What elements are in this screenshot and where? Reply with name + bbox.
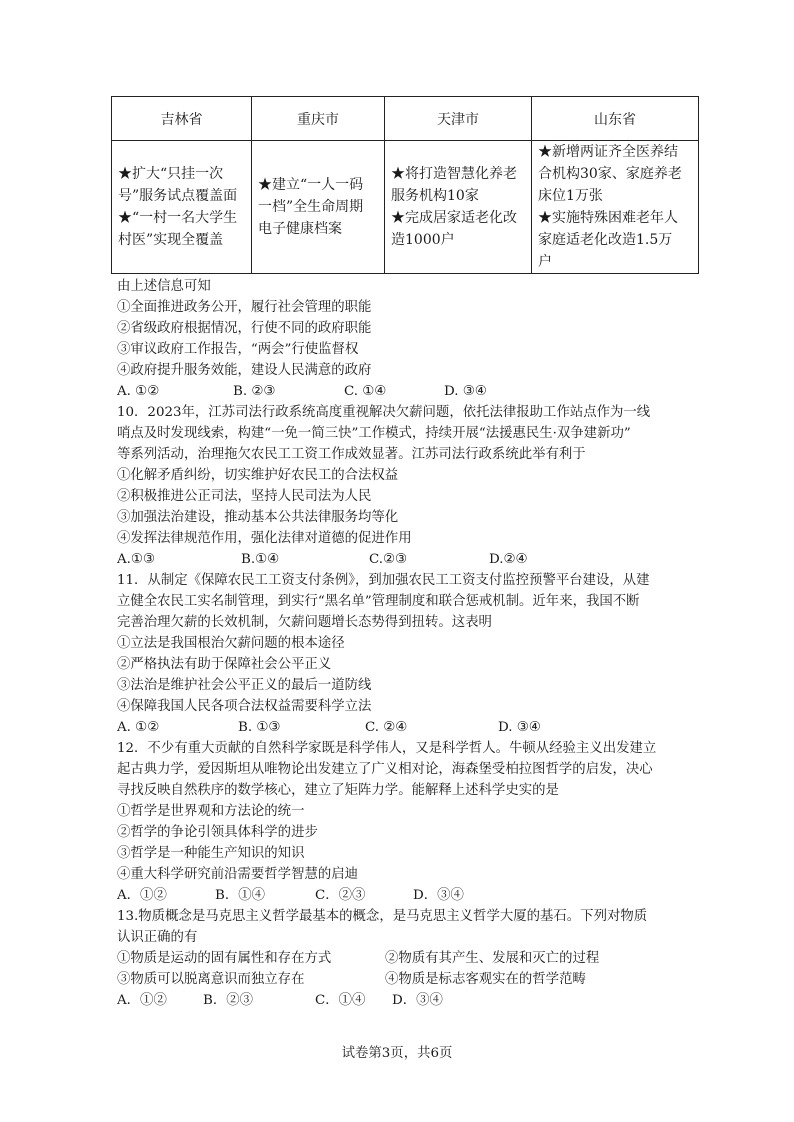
table-header-cell: 吉林省 [112, 97, 252, 141]
question-9 [117, 276, 702, 402]
question-13 [117, 906, 702, 1011]
answer-option[interactable]: A．①② [117, 888, 167, 903]
statement-item: ③物质可以脱离意识而独立存在 [117, 972, 305, 987]
statement-item: ③加强法治建设，推动基本公共法律服务均等化 [117, 510, 399, 525]
question-stem: 寻找反映自然秩序的数学核心，建立了矩阵力学。能解释上述科学史实的是 [117, 783, 559, 798]
cell-line: 户 [538, 254, 552, 270]
cell-line: ★扩大“只挂一次 [118, 166, 224, 182]
question-12 [117, 738, 702, 906]
question-stem: 12．不少有重大贡献的自然科学家既是科学伟人，又是科学哲人。牛顿从经验主义出发建立 [117, 741, 657, 756]
answer-options [117, 717, 702, 738]
answer-options [117, 990, 702, 1011]
statement-item: ①化解矛盾纠纷，切实维护好农民工的合法权益 [117, 468, 399, 483]
answer-option[interactable]: C．①④ [315, 993, 366, 1008]
answer-options [117, 549, 702, 570]
cell-line: ★“一村一名大学生 [118, 210, 238, 226]
cell-line: 合机构30家、家庭养老 [538, 166, 682, 182]
answer-option[interactable]: D. ③④ [444, 384, 487, 399]
cell-line: 村医”实现全覆盖 [118, 232, 224, 248]
answer-option[interactable]: A. ①② [117, 384, 160, 399]
question-stem: 完善治理欠薪的长效机制，欠薪问题增长态势得到扭转。这表明 [117, 615, 492, 630]
answer-option[interactable]: C.②③ [369, 552, 408, 567]
answer-option[interactable]: B．①④ [215, 888, 266, 903]
answer-option[interactable]: C．②③ [315, 888, 366, 903]
statement-item: ④发挥法律规范作用，强化法律对道德的促进作用 [117, 531, 412, 546]
cell-line: ★新增两证齐全医养结 [538, 144, 678, 160]
answer-option[interactable]: D.②④ [489, 552, 528, 567]
cell-line: 家庭适老化改造1.5万 [538, 232, 673, 248]
statement-item: ④重大科学研究前沿需要哲学智慧的启迪 [117, 867, 359, 882]
question-10 [117, 402, 702, 570]
answer-option[interactable]: B. ②③ [233, 384, 276, 399]
question-stem: 11．从制定《保障农民工工资支付条例》，到加强农民工工资支付监控预警平台建设，从建 [117, 573, 650, 588]
statement-item: ②省级政府根据情况，行使不同的政府职能 [117, 321, 372, 336]
statement-item: ③法治是维护社会公平正义的最后一道防线 [117, 678, 372, 693]
question-11 [117, 570, 702, 738]
statement-item: ②物质有其产生、发展和灭亡的过程 [385, 951, 600, 966]
page-footer: 试卷第3页，共6页 [341, 1046, 453, 1061]
questions-body [117, 276, 702, 1011]
statement-row [117, 969, 702, 990]
answer-options [117, 885, 702, 906]
answer-option[interactable]: A．①② [117, 993, 167, 1008]
answer-option[interactable]: D．③④ [413, 888, 464, 903]
cell-line: 床位1万张 [538, 188, 603, 204]
table-header-cell: 重庆市 [252, 97, 385, 141]
table-row [112, 141, 699, 274]
statement-item: ④物质是标志客观实在的哲学范畴 [385, 972, 586, 987]
cell-line: 号”服务试点覆盖面 [118, 188, 238, 204]
table-cell-jilin [112, 141, 252, 274]
statement-item: ③审议政府工作报告，“两会”行使监督权 [117, 342, 359, 357]
question-stem: 13.物质概念是马克思主义哲学最基本的概念，是马克思主义哲学大厦的基石。下列对物质 [117, 909, 648, 924]
statement-item: ②严格执法有助于保障社会公平正义 [117, 657, 332, 672]
answer-options [117, 381, 702, 402]
statement-item: ①全面推进政务公开，履行社会管理的职能 [117, 300, 372, 315]
table-header-row [112, 97, 699, 141]
question-stem: 哨点及时发现线索，构建“一免一简三快”工作模式，持续开展“法援惠民生·双争建新功” [117, 426, 631, 441]
answer-option[interactable]: A. ①② [117, 720, 160, 735]
table-header-cell: 天津市 [385, 97, 532, 141]
table-header-cell: 山东省 [532, 97, 699, 141]
question-stem: 等系列活动，治理拖欠农民工工资工作成效显著。江苏司法行政系统此举有利于 [117, 447, 586, 462]
cell-line: 造1000户 [391, 232, 455, 248]
statement-row [117, 948, 702, 969]
cell-line: ★将打造智慧化养老 [391, 166, 517, 182]
statement-item: ②哲学的争论引领具体科学的进步 [117, 825, 318, 840]
question-stem: 10．2023年，江苏司法行政系统高度重视解决欠薪问题，依托法律报助工作站点作为一线 [117, 405, 651, 420]
statement-item: ①立法是我国根治欠薪问题的根本途径 [117, 636, 345, 651]
answer-option[interactable]: A.①③ [117, 552, 155, 567]
question-stem: 起古典力学，爱因斯坦从唯物论出发建立了广义相对论，海森堡受柏拉图哲学的启发，决心 [117, 762, 653, 777]
cell-line: 一档”全生命周期 [258, 199, 364, 215]
table-cell-chongqing [252, 141, 385, 274]
question-stem: 认识正确的有 [117, 930, 198, 945]
statement-item: ②积极推进公正司法，坚持人民司法为人民 [117, 489, 372, 504]
cell-line: 服务机构10家 [391, 188, 479, 204]
cell-line: 电子健康档案 [258, 221, 342, 237]
answer-option[interactable]: C. ①④ [344, 384, 387, 399]
cell-line: ★完成居家适老化改 [391, 210, 517, 226]
statement-item: ④政府提升服务效能，建设人民满意的政府 [117, 363, 372, 378]
answer-option[interactable]: B.①④ [241, 552, 280, 567]
answer-option[interactable]: B．②③ [203, 993, 254, 1008]
province-table [111, 96, 699, 274]
answer-option[interactable]: D. ③④ [498, 720, 541, 735]
statement-item: ④保障我国人民各项合法权益需要科学立法 [117, 699, 372, 714]
statement-item: ①物质是运动的固有属性和存在方式 [117, 951, 332, 966]
cell-line: ★实施特殊困难老年人 [538, 210, 678, 226]
statement-item: ③哲学是一种能生产知识的知识 [117, 846, 305, 861]
answer-option[interactable]: D．③④ [392, 993, 443, 1008]
question-stem: 由上述信息可知 [117, 279, 211, 294]
answer-option[interactable]: C. ②④ [365, 720, 408, 735]
question-stem: 立健全农民工实名制管理，到实行“黑名单”管理制度和联合惩戒机制。近年来，我国不断 [117, 594, 640, 609]
cell-line: ★建立“一人一码 [258, 177, 364, 193]
table-cell-shandong [532, 141, 699, 274]
answer-option[interactable]: B. ①③ [238, 720, 281, 735]
table-cell-tianjin [385, 141, 532, 274]
statement-item: ①哲学是世界观和方法论的统一 [117, 804, 305, 819]
